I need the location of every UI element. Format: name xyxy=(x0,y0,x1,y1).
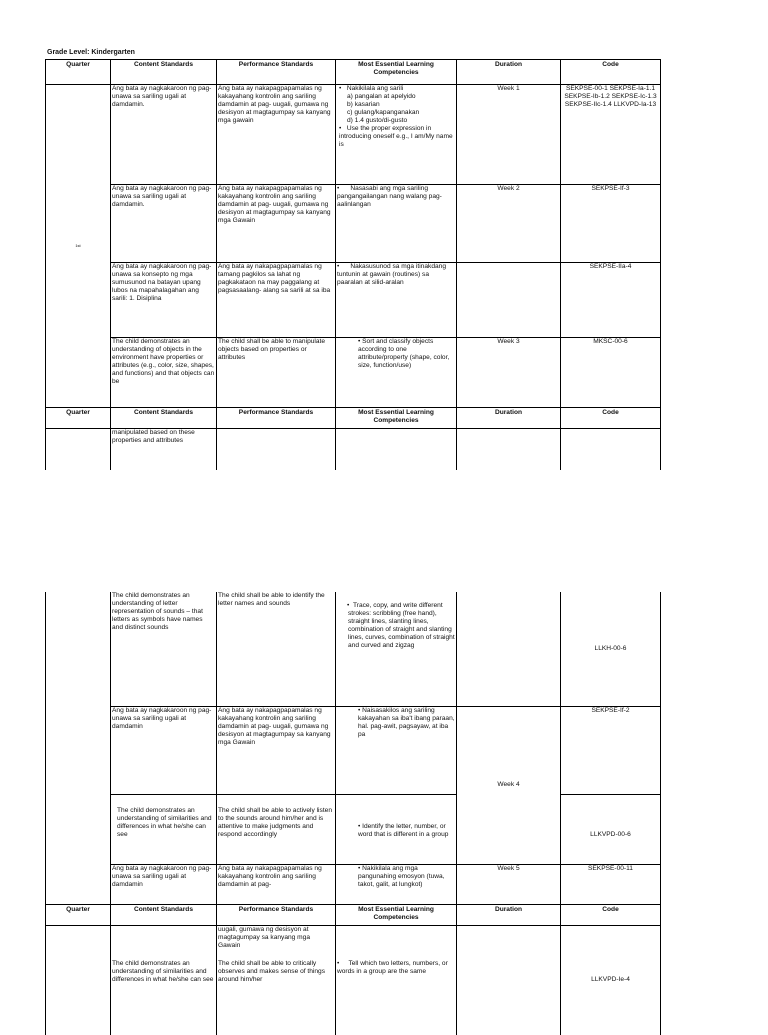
duration-cell xyxy=(457,429,561,470)
table-row xyxy=(46,706,661,794)
code-cell xyxy=(561,592,661,706)
melc-cell: • Tell which two letters, numbers, or words in a group are the same xyxy=(336,925,457,1035)
performance-standard-cell xyxy=(217,429,336,470)
quarter-cell xyxy=(46,592,111,904)
duration-cell: Week 1 xyxy=(457,85,561,185)
header-duration: Duration xyxy=(457,60,561,85)
code-cell: LLKVPD-00-6 xyxy=(561,794,661,864)
code-cell: SEKPSE-IIa-4 xyxy=(561,263,661,338)
header-quarter: Quarter xyxy=(46,408,111,429)
melc-subitem: c) gulang/kapanganakan xyxy=(347,109,420,116)
header-melc: Most Essential Learning Competencies xyxy=(336,60,457,85)
performance-standard-cell: The child shall be able to actively listen to the sounds around him/her and is attentive to make judgments and respond accordingly xyxy=(217,794,336,864)
table-row xyxy=(46,925,661,1035)
performance-standard-cell: Ang bata ay nakapagpapamalas ng tamang pagkilos sa lahat ng pagkakataon na may paggalang at pagsasaalang- alang sa sarili at sa iba xyxy=(217,263,336,338)
table-row xyxy=(46,263,661,338)
melc-subitem: a) pangalan at apelyido xyxy=(347,93,416,100)
duration-cell: Week 5 xyxy=(457,864,561,904)
performance-standard-cell: The child shall be able to identify the letter names and sounds xyxy=(217,592,336,706)
duration-cell: Week 3 xyxy=(457,338,561,408)
code-cell: SEKPSE-If-2 xyxy=(561,706,661,794)
melc-cell xyxy=(336,429,457,470)
duration-text: Week 4 xyxy=(497,781,520,788)
header-code: Code xyxy=(561,904,661,925)
table-row xyxy=(46,338,661,408)
header-code: Code xyxy=(561,60,661,85)
performance-standard-cell: Ang bata ay nakapagpapamalas ng kakayahang kontrolin ang sariling damdamin at pag- uugali, gumawa ng desisyon at magtagumpay sa kanyang mga gawain xyxy=(217,85,336,185)
content-standard-cell: Ang bata ay nagkakaroon ng pag-unawa sa sariling ugali at damdamin xyxy=(111,864,217,904)
duration-cell: Week 2 xyxy=(457,185,561,263)
table-row xyxy=(46,794,661,864)
content-standard-cell: The child demonstrates an understanding of letter representation of sounds – that letters as symbols have names and distinct sounds xyxy=(111,592,217,706)
header-content-standards: Content Standards xyxy=(111,408,217,429)
curriculum-table-page-1 xyxy=(45,59,661,470)
melc-item: Tell which two letters, numbers, or words in a group are the same xyxy=(337,959,448,975)
table-row xyxy=(46,864,661,904)
melc-cell: • Nakasusunod sa mga itinakdang tuntunin at gawain (routines) sa paaralan at silid-aralan xyxy=(336,263,457,338)
content-standard-cell: The child demonstrates an understanding of objects in the environment have properties or attributes (e.g., color, size, shapes, and functions) and that objects can be xyxy=(111,338,217,408)
table-row xyxy=(46,592,661,706)
melc-item: Nakasusunod sa mga itinakdang tuntunin at gawain (routines) sa paaralan at silid-aralan xyxy=(337,263,446,286)
header-melc: Most Essential Learning Competencies xyxy=(336,904,457,925)
melc-subitem: d) 1.4 gusto/di-gusto xyxy=(347,117,408,124)
melc-cell: • Sort and classify objects according to one attribute/property (shape, color, size, function/use) xyxy=(336,338,457,408)
code-text: LLKVPD-Ie-4 xyxy=(591,976,630,984)
quarter-cell xyxy=(46,429,111,470)
code-cell: SEKPSE-00-11 xyxy=(561,864,661,904)
header-code: Code xyxy=(561,408,661,429)
melc-cell: • Nakikilala ang mga pangunahing emosyon (tuwa, takot, galit, at lungkot) xyxy=(336,864,457,904)
header-quarter: Quarter xyxy=(46,904,111,925)
content-standard-cell: Ang bata ay nagkakaroon ng pag-unawa sa sariling ugali at damdamin. xyxy=(111,85,217,185)
content-standard-cell: Ang bata ay nagkakaroon ng pag-unawa sa konsepto ng mga sumusunod na batayan upang lubos na mapahalagahan ang sarili: 1. Disiplina xyxy=(111,263,217,338)
code-cell xyxy=(561,429,661,470)
performance-standard-cell: Ang bata ay nakapagpapamalas ng kakayahang kontrolin ang sariling damdamin at pag- xyxy=(217,864,336,904)
duration-cell xyxy=(457,592,561,706)
quarter-cell xyxy=(46,85,111,408)
content-standard-cell: The child demonstrates an understanding of similarities and differences in what he/she can see xyxy=(111,925,217,1035)
melc-cell: • Nakikilala ang sarili a) pangalan at apelyido b) kasarian c) gulang/kapanganakan d) 1.4 gusto/di-gusto • Use the proper expression in introducing oneself e.g., I am/My name is xyxy=(336,85,457,185)
performance-standard-cell: The child shall be able to manipulate objects based on properties or attributes xyxy=(217,338,336,408)
duration-cell xyxy=(457,925,561,1035)
melc-subitem: b) kasarian xyxy=(347,101,380,108)
header-duration: Duration xyxy=(457,904,561,925)
performance-standard-cell: Ang bata ay nakapagpapamalas ng kakayahang kontrolin ang sariling damdamin at pag- uugali, gumawa ng desisyon at magtagumpay sa kanyang mga Gawain xyxy=(217,706,336,794)
table-header-row xyxy=(46,408,661,429)
quarter-cell xyxy=(46,925,111,1035)
curriculum-table-page-2 xyxy=(45,592,661,1035)
header-quarter: Quarter xyxy=(46,60,111,85)
table-header-row xyxy=(46,904,661,925)
content-standard-cell: The child demonstrates an understanding of similarities and differences in what he/she can see xyxy=(111,794,217,864)
performance-continued-text: uugali, gumawa ng desisyon at magtagumpay sa kanyang mga Gawain xyxy=(218,925,311,949)
melc-item: Nakikilala ang sarili xyxy=(346,85,404,92)
melc-cell: • Naisasakilos ang sariling kakayahan sa iba't ibang paraan, hal. pag-awit, pagsayaw, at iba pa xyxy=(336,706,457,794)
table-row xyxy=(46,185,661,263)
melc-cell: • Identify the letter, number, or word that is different in a group xyxy=(336,794,457,864)
header-performance-standards: Performance Standards xyxy=(217,408,336,429)
code-cell: SEKPSE-If-3 xyxy=(561,185,661,263)
header-content-standards: Content Standards xyxy=(111,60,217,85)
melc-item: Trace, copy, and write different strokes: scribbling (free hand), straight lines, slanting lines, combination of straight and slanting lines, curves, combination of straight and curved and zigzag xyxy=(348,602,455,649)
duration-cell xyxy=(457,263,561,338)
table-header-row xyxy=(46,60,661,85)
code-text: LLKH-00-6 xyxy=(594,644,627,652)
code-cell: SEKPSE-00-1 SEKPSE-Ia-1.1 SEKPSE-Ib-1.2 SEKPSE-Ic-1.3 SEKPSE-IIc-1.4 LLKVPD-Ia-13 xyxy=(561,85,661,185)
performance-standard-cell xyxy=(217,925,336,1035)
melc-cell: • Nasasabi ang mga sariling pangangailangan nang walang pag-aalinlangan xyxy=(336,185,457,263)
grade-level-label: Grade Level: Kindergarten xyxy=(47,49,135,56)
performance-standard-cell: Ang bata ay nakapagpapamalas ng kakayahang kontrolin ang sariling damdamin at pag- uugali, gumawa ng desisyon at magtagumpay sa kanyang mga Gawain xyxy=(217,185,336,263)
content-standard-cell: manipulated based on these properties and attributes xyxy=(111,429,217,470)
code-cell: MKSC-00-6 xyxy=(561,338,661,408)
header-duration: Duration xyxy=(457,408,561,429)
melc-item: Use the proper expression in introducing oneself e.g., I am/My name is xyxy=(339,125,453,148)
header-performance-standards: Performance Standards xyxy=(217,904,336,925)
melc-cell: • Trace, copy, and write different strokes: scribbling (free hand), straight lines, slanting lines, combination of straight and slanting lines, curves, combination of straight and curved and zigzag xyxy=(336,592,457,706)
duration-cell xyxy=(457,706,561,864)
quarter-mark: 1st xyxy=(75,243,81,248)
table-row xyxy=(46,85,661,185)
header-content-standards: Content Standards xyxy=(111,904,217,925)
content-standard-cell: Ang bata ay nagkakaroon ng pag-unawa sa sariling ugali at damdamin. xyxy=(111,185,217,263)
code-cell xyxy=(561,925,661,1035)
melc-item: Nasasabi ang mga sariling pangangailangan nang walang pag-aalinlangan xyxy=(337,185,442,208)
table-row xyxy=(46,429,661,470)
performance-standard-text: The child shall be able to critically observes and makes sense of things around him/her xyxy=(218,959,326,983)
header-performance-standards: Performance Standards xyxy=(217,60,336,85)
content-standard-cell: Ang bata ay nagkakaroon ng pag-unawa sa sariling ugali at damdamin xyxy=(111,706,217,794)
header-melc: Most Essential Learning Competencies xyxy=(336,408,457,429)
